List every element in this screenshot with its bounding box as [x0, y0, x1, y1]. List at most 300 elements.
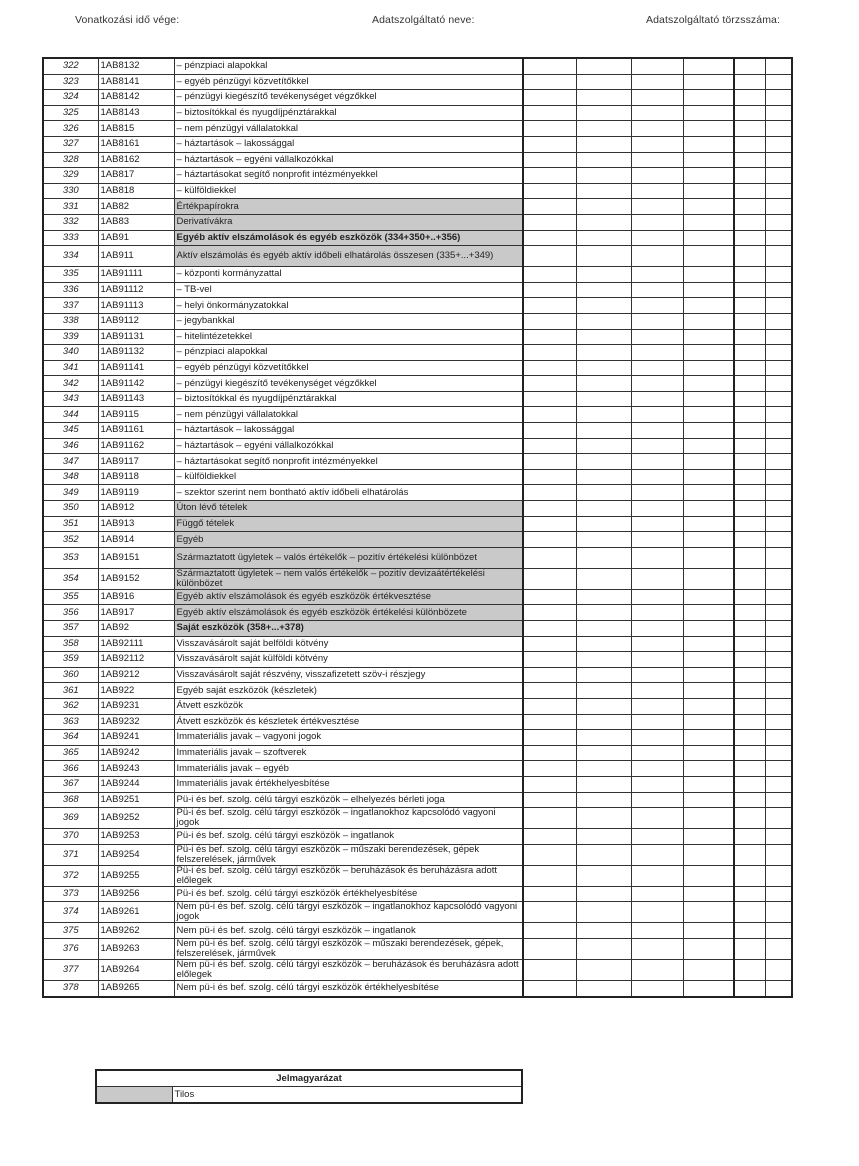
- data-cell[interactable]: [734, 313, 765, 329]
- data-cell[interactable]: [576, 980, 631, 996]
- data-cell[interactable]: [734, 865, 765, 886]
- data-cell[interactable]: [523, 532, 576, 548]
- data-cell[interactable]: [631, 501, 683, 517]
- data-cell[interactable]: [576, 636, 631, 652]
- data-cell[interactable]: [523, 667, 576, 683]
- data-cell[interactable]: [576, 761, 631, 777]
- data-cell[interactable]: [765, 345, 792, 361]
- data-cell[interactable]: [631, 730, 683, 746]
- data-cell[interactable]: [523, 298, 576, 314]
- data-cell[interactable]: [631, 683, 683, 699]
- data-cell[interactable]: [576, 90, 631, 106]
- data-cell[interactable]: [734, 636, 765, 652]
- data-cell[interactable]: [631, 345, 683, 361]
- data-cell[interactable]: [523, 698, 576, 714]
- data-cell[interactable]: [631, 199, 683, 215]
- data-cell[interactable]: [683, 980, 734, 996]
- data-cell[interactable]: [523, 501, 576, 517]
- data-cell[interactable]: [734, 391, 765, 407]
- data-cell[interactable]: [576, 438, 631, 454]
- data-cell[interactable]: [576, 568, 631, 589]
- data-cell[interactable]: [631, 90, 683, 106]
- data-cell[interactable]: [576, 532, 631, 548]
- data-cell[interactable]: [631, 313, 683, 329]
- data-cell[interactable]: [765, 246, 792, 267]
- data-cell[interactable]: [631, 454, 683, 470]
- data-cell[interactable]: [734, 58, 765, 74]
- data-cell[interactable]: [734, 345, 765, 361]
- data-cell[interactable]: [765, 376, 792, 392]
- data-cell[interactable]: [734, 199, 765, 215]
- data-cell[interactable]: [523, 980, 576, 996]
- data-cell[interactable]: [631, 547, 683, 568]
- data-cell[interactable]: [683, 636, 734, 652]
- data-cell[interactable]: [683, 808, 734, 829]
- data-cell[interactable]: [734, 761, 765, 777]
- data-cell[interactable]: [523, 959, 576, 980]
- data-cell[interactable]: [523, 214, 576, 230]
- data-cell[interactable]: [523, 485, 576, 501]
- data-cell[interactable]: [576, 282, 631, 298]
- data-cell[interactable]: [523, 136, 576, 152]
- data-cell[interactable]: [631, 636, 683, 652]
- data-cell[interactable]: [734, 501, 765, 517]
- data-cell[interactable]: [523, 745, 576, 761]
- data-cell[interactable]: [765, 298, 792, 314]
- data-cell[interactable]: [683, 761, 734, 777]
- data-cell[interactable]: [734, 683, 765, 699]
- data-cell[interactable]: [765, 959, 792, 980]
- data-cell[interactable]: [523, 329, 576, 345]
- data-cell[interactable]: [523, 438, 576, 454]
- data-cell[interactable]: [734, 959, 765, 980]
- data-cell[interactable]: [576, 776, 631, 792]
- data-cell[interactable]: [576, 376, 631, 392]
- data-cell[interactable]: [734, 605, 765, 621]
- data-cell[interactable]: [765, 199, 792, 215]
- data-cell[interactable]: [631, 516, 683, 532]
- data-cell[interactable]: [734, 589, 765, 605]
- data-cell[interactable]: [765, 485, 792, 501]
- data-cell[interactable]: [734, 329, 765, 345]
- data-cell[interactable]: [765, 652, 792, 668]
- data-cell[interactable]: [631, 714, 683, 730]
- data-cell[interactable]: [734, 844, 765, 865]
- data-cell[interactable]: [734, 516, 765, 532]
- data-cell[interactable]: [734, 730, 765, 746]
- data-cell[interactable]: [683, 121, 734, 137]
- data-cell[interactable]: [734, 745, 765, 761]
- data-cell[interactable]: [631, 246, 683, 267]
- data-cell[interactable]: [683, 345, 734, 361]
- data-cell[interactable]: [765, 74, 792, 90]
- data-cell[interactable]: [765, 605, 792, 621]
- data-cell[interactable]: [734, 714, 765, 730]
- data-cell[interactable]: [734, 829, 765, 845]
- data-cell[interactable]: [523, 246, 576, 267]
- data-cell[interactable]: [683, 698, 734, 714]
- data-cell[interactable]: [765, 902, 792, 923]
- data-cell[interactable]: [734, 136, 765, 152]
- data-cell[interactable]: [576, 199, 631, 215]
- data-cell[interactable]: [765, 844, 792, 865]
- data-cell[interactable]: [523, 808, 576, 829]
- data-cell[interactable]: [576, 267, 631, 283]
- data-cell[interactable]: [631, 959, 683, 980]
- data-cell[interactable]: [576, 485, 631, 501]
- data-cell[interactable]: [576, 938, 631, 959]
- data-cell[interactable]: [631, 761, 683, 777]
- data-cell[interactable]: [734, 808, 765, 829]
- data-cell[interactable]: [576, 902, 631, 923]
- data-cell[interactable]: [683, 532, 734, 548]
- data-cell[interactable]: [523, 652, 576, 668]
- data-cell[interactable]: [576, 589, 631, 605]
- data-cell[interactable]: [765, 90, 792, 106]
- data-cell[interactable]: [631, 886, 683, 902]
- data-cell[interactable]: [683, 568, 734, 589]
- data-cell[interactable]: [683, 199, 734, 215]
- data-cell[interactable]: [683, 652, 734, 668]
- data-cell[interactable]: [523, 516, 576, 532]
- data-cell[interactable]: [631, 360, 683, 376]
- data-cell[interactable]: [631, 745, 683, 761]
- data-cell[interactable]: [683, 58, 734, 74]
- data-cell[interactable]: [765, 501, 792, 517]
- data-cell[interactable]: [631, 923, 683, 939]
- data-cell[interactable]: [523, 152, 576, 168]
- data-cell[interactable]: [765, 776, 792, 792]
- data-cell[interactable]: [576, 667, 631, 683]
- data-cell[interactable]: [683, 886, 734, 902]
- data-cell[interactable]: [523, 345, 576, 361]
- data-cell[interactable]: [734, 267, 765, 283]
- data-cell[interactable]: [523, 829, 576, 845]
- data-cell[interactable]: [576, 923, 631, 939]
- data-cell[interactable]: [683, 214, 734, 230]
- data-cell[interactable]: [765, 282, 792, 298]
- data-cell[interactable]: [683, 621, 734, 637]
- data-cell[interactable]: [734, 105, 765, 121]
- data-cell[interactable]: [765, 152, 792, 168]
- data-cell[interactable]: [683, 589, 734, 605]
- data-cell[interactable]: [683, 745, 734, 761]
- data-cell[interactable]: [523, 621, 576, 637]
- data-cell[interactable]: [523, 183, 576, 199]
- data-cell[interactable]: [631, 168, 683, 184]
- data-cell[interactable]: [734, 74, 765, 90]
- data-cell[interactable]: [631, 214, 683, 230]
- data-cell[interactable]: [734, 938, 765, 959]
- data-cell[interactable]: [576, 121, 631, 137]
- data-cell[interactable]: [765, 532, 792, 548]
- data-cell[interactable]: [523, 423, 576, 439]
- data-cell[interactable]: [631, 423, 683, 439]
- data-cell[interactable]: [683, 516, 734, 532]
- data-cell[interactable]: [576, 152, 631, 168]
- data-cell[interactable]: [631, 469, 683, 485]
- data-cell[interactable]: [683, 282, 734, 298]
- data-cell[interactable]: [683, 501, 734, 517]
- data-cell[interactable]: [523, 886, 576, 902]
- data-cell[interactable]: [683, 776, 734, 792]
- data-cell[interactable]: [631, 568, 683, 589]
- data-cell[interactable]: [576, 547, 631, 568]
- data-cell[interactable]: [631, 298, 683, 314]
- data-cell[interactable]: [734, 360, 765, 376]
- data-cell[interactable]: [576, 423, 631, 439]
- data-cell[interactable]: [631, 152, 683, 168]
- data-cell[interactable]: [523, 589, 576, 605]
- data-cell[interactable]: [683, 391, 734, 407]
- data-cell[interactable]: [576, 345, 631, 361]
- data-cell[interactable]: [765, 469, 792, 485]
- data-cell[interactable]: [631, 589, 683, 605]
- data-cell[interactable]: [683, 230, 734, 246]
- data-cell[interactable]: [631, 938, 683, 959]
- data-cell[interactable]: [683, 485, 734, 501]
- data-cell[interactable]: [683, 923, 734, 939]
- data-cell[interactable]: [576, 516, 631, 532]
- data-cell[interactable]: [631, 105, 683, 121]
- data-cell[interactable]: [523, 844, 576, 865]
- data-cell[interactable]: [576, 792, 631, 808]
- data-cell[interactable]: [765, 329, 792, 345]
- data-cell[interactable]: [523, 199, 576, 215]
- data-cell[interactable]: [765, 105, 792, 121]
- data-cell[interactable]: [765, 568, 792, 589]
- data-cell[interactable]: [765, 391, 792, 407]
- data-cell[interactable]: [765, 761, 792, 777]
- data-cell[interactable]: [631, 980, 683, 996]
- data-cell[interactable]: [631, 58, 683, 74]
- data-cell[interactable]: [576, 745, 631, 761]
- data-cell[interactable]: [631, 829, 683, 845]
- data-cell[interactable]: [734, 902, 765, 923]
- data-cell[interactable]: [734, 923, 765, 939]
- data-cell[interactable]: [765, 745, 792, 761]
- data-cell[interactable]: [576, 865, 631, 886]
- data-cell[interactable]: [631, 74, 683, 90]
- data-cell[interactable]: [576, 74, 631, 90]
- data-cell[interactable]: [523, 168, 576, 184]
- data-cell[interactable]: [631, 792, 683, 808]
- data-cell[interactable]: [683, 90, 734, 106]
- data-cell[interactable]: [765, 829, 792, 845]
- data-cell[interactable]: [765, 683, 792, 699]
- data-cell[interactable]: [734, 792, 765, 808]
- data-cell[interactable]: [765, 516, 792, 532]
- data-cell[interactable]: [683, 376, 734, 392]
- data-cell[interactable]: [523, 360, 576, 376]
- data-cell[interactable]: [576, 844, 631, 865]
- data-cell[interactable]: [523, 923, 576, 939]
- data-cell[interactable]: [683, 313, 734, 329]
- data-cell[interactable]: [734, 168, 765, 184]
- data-cell[interactable]: [765, 183, 792, 199]
- data-cell[interactable]: [523, 469, 576, 485]
- data-cell[interactable]: [683, 329, 734, 345]
- data-cell[interactable]: [683, 168, 734, 184]
- data-cell[interactable]: [523, 714, 576, 730]
- data-cell[interactable]: [576, 454, 631, 470]
- data-cell[interactable]: [683, 438, 734, 454]
- data-cell[interactable]: [576, 168, 631, 184]
- data-cell[interactable]: [765, 454, 792, 470]
- data-cell[interactable]: [765, 136, 792, 152]
- data-cell[interactable]: [765, 230, 792, 246]
- data-cell[interactable]: [765, 267, 792, 283]
- data-cell[interactable]: [734, 980, 765, 996]
- data-cell[interactable]: [523, 376, 576, 392]
- data-cell[interactable]: [765, 886, 792, 902]
- data-cell[interactable]: [683, 865, 734, 886]
- data-cell[interactable]: [765, 667, 792, 683]
- data-cell[interactable]: [765, 589, 792, 605]
- data-cell[interactable]: [765, 698, 792, 714]
- data-cell[interactable]: [576, 652, 631, 668]
- data-cell[interactable]: [683, 183, 734, 199]
- data-cell[interactable]: [631, 136, 683, 152]
- data-cell[interactable]: [734, 298, 765, 314]
- data-cell[interactable]: [734, 438, 765, 454]
- data-cell[interactable]: [765, 792, 792, 808]
- data-cell[interactable]: [683, 792, 734, 808]
- data-cell[interactable]: [683, 844, 734, 865]
- data-cell[interactable]: [683, 454, 734, 470]
- data-cell[interactable]: [523, 636, 576, 652]
- data-cell[interactable]: [631, 621, 683, 637]
- data-cell[interactable]: [765, 313, 792, 329]
- data-cell[interactable]: [576, 407, 631, 423]
- data-cell[interactable]: [576, 605, 631, 621]
- data-cell[interactable]: [683, 298, 734, 314]
- data-cell[interactable]: [683, 902, 734, 923]
- data-cell[interactable]: [576, 329, 631, 345]
- data-cell[interactable]: [576, 246, 631, 267]
- data-cell[interactable]: [631, 407, 683, 423]
- data-cell[interactable]: [631, 605, 683, 621]
- data-cell[interactable]: [631, 652, 683, 668]
- data-cell[interactable]: [631, 329, 683, 345]
- data-cell[interactable]: [523, 683, 576, 699]
- data-cell[interactable]: [683, 959, 734, 980]
- data-cell[interactable]: [734, 121, 765, 137]
- data-cell[interactable]: [576, 469, 631, 485]
- data-cell[interactable]: [631, 282, 683, 298]
- data-cell[interactable]: [734, 214, 765, 230]
- data-cell[interactable]: [765, 547, 792, 568]
- data-cell[interactable]: [631, 485, 683, 501]
- data-cell[interactable]: [734, 282, 765, 298]
- data-cell[interactable]: [765, 923, 792, 939]
- data-cell[interactable]: [631, 230, 683, 246]
- data-cell[interactable]: [765, 730, 792, 746]
- data-cell[interactable]: [683, 105, 734, 121]
- data-cell[interactable]: [576, 136, 631, 152]
- data-cell[interactable]: [523, 730, 576, 746]
- data-cell[interactable]: [576, 360, 631, 376]
- data-cell[interactable]: [576, 391, 631, 407]
- data-cell[interactable]: [683, 938, 734, 959]
- data-cell[interactable]: [631, 121, 683, 137]
- data-cell[interactable]: [765, 360, 792, 376]
- data-cell[interactable]: [576, 621, 631, 637]
- data-cell[interactable]: [765, 980, 792, 996]
- data-cell[interactable]: [631, 267, 683, 283]
- data-cell[interactable]: [523, 454, 576, 470]
- data-cell[interactable]: [631, 776, 683, 792]
- data-cell[interactable]: [765, 865, 792, 886]
- data-cell[interactable]: [523, 761, 576, 777]
- data-cell[interactable]: [523, 313, 576, 329]
- data-cell[interactable]: [734, 423, 765, 439]
- data-cell[interactable]: [523, 267, 576, 283]
- data-cell[interactable]: [576, 501, 631, 517]
- data-cell[interactable]: [523, 230, 576, 246]
- data-cell[interactable]: [523, 938, 576, 959]
- data-cell[interactable]: [523, 902, 576, 923]
- data-cell[interactable]: [576, 683, 631, 699]
- data-cell[interactable]: [523, 547, 576, 568]
- data-cell[interactable]: [631, 808, 683, 829]
- data-cell[interactable]: [523, 568, 576, 589]
- data-cell[interactable]: [523, 605, 576, 621]
- data-cell[interactable]: [734, 776, 765, 792]
- data-cell[interactable]: [683, 730, 734, 746]
- data-cell[interactable]: [683, 829, 734, 845]
- data-cell[interactable]: [576, 808, 631, 829]
- data-cell[interactable]: [683, 605, 734, 621]
- data-cell[interactable]: [765, 168, 792, 184]
- data-cell[interactable]: [576, 183, 631, 199]
- data-cell[interactable]: [734, 230, 765, 246]
- data-cell[interactable]: [765, 938, 792, 959]
- data-cell[interactable]: [631, 865, 683, 886]
- data-cell[interactable]: [765, 714, 792, 730]
- data-cell[interactable]: [765, 407, 792, 423]
- data-cell[interactable]: [631, 532, 683, 548]
- data-cell[interactable]: [683, 423, 734, 439]
- data-cell[interactable]: [765, 423, 792, 439]
- data-cell[interactable]: [765, 214, 792, 230]
- data-cell[interactable]: [576, 105, 631, 121]
- data-cell[interactable]: [683, 136, 734, 152]
- data-cell[interactable]: [683, 267, 734, 283]
- data-cell[interactable]: [734, 532, 765, 548]
- data-cell[interactable]: [523, 865, 576, 886]
- data-cell[interactable]: [523, 74, 576, 90]
- data-cell[interactable]: [734, 652, 765, 668]
- data-cell[interactable]: [523, 90, 576, 106]
- data-cell[interactable]: [765, 621, 792, 637]
- data-cell[interactable]: [734, 454, 765, 470]
- data-cell[interactable]: [734, 568, 765, 589]
- data-cell[interactable]: [734, 152, 765, 168]
- data-cell[interactable]: [765, 58, 792, 74]
- data-cell[interactable]: [734, 886, 765, 902]
- data-cell[interactable]: [683, 407, 734, 423]
- data-cell[interactable]: [734, 246, 765, 267]
- data-cell[interactable]: [683, 683, 734, 699]
- data-cell[interactable]: [734, 667, 765, 683]
- data-cell[interactable]: [576, 714, 631, 730]
- data-cell[interactable]: [576, 829, 631, 845]
- data-cell[interactable]: [523, 105, 576, 121]
- data-cell[interactable]: [734, 469, 765, 485]
- data-cell[interactable]: [683, 246, 734, 267]
- data-cell[interactable]: [523, 58, 576, 74]
